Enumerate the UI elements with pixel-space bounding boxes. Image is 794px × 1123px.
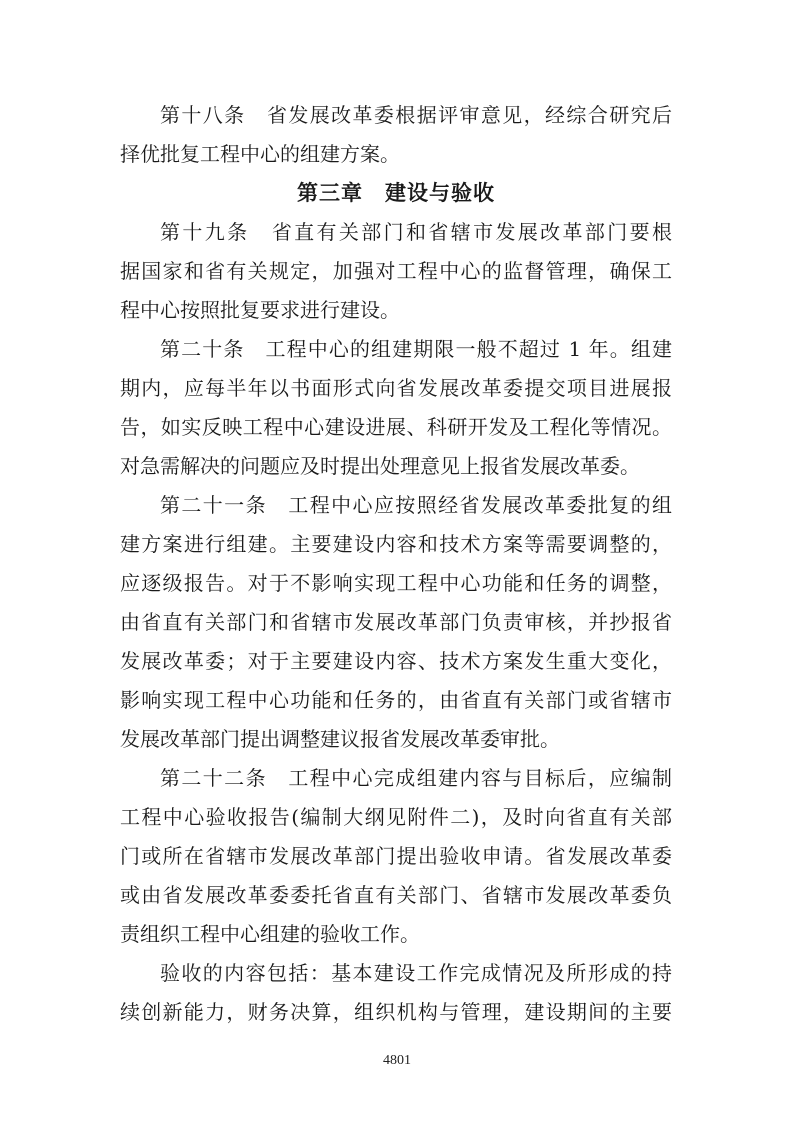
text-line: 程中心按照批复要求进行建设。 [120, 298, 400, 322]
text-line: 影响实现工程中心功能和任务的，由省直有关部门或省辖市 [120, 688, 672, 712]
text-line: 对急需解决的问题应及时提出处理意见上报省发展改革委。 [120, 454, 640, 478]
text-line: 第二十一条 工程中心应按照经省发展改革委批复的组 [160, 493, 672, 517]
text-line: 建方案进行组建。主要建设内容和技术方案等需要调整的， [120, 532, 672, 556]
text-line: 责组织工程中心组建的验收工作。 [120, 922, 420, 946]
page-number: 4801 [383, 1053, 411, 1068]
text-line: 由省直有关部门和省辖市发展改革部门负责审核，并抄报省 [120, 610, 672, 634]
text-line: 期内，应每半年以书面形式向省发展改革委提交项目进展报 [120, 376, 672, 400]
text-line: 第十八条 省发展改革委根据评审意见，经综合研究后 [160, 103, 672, 127]
text-line: 门或所在省辖市发展改革部门提出验收申请。省发展改革委 [120, 844, 672, 868]
text-line: 应逐级报告。对于不影响实现工程中心功能和任务的调整， [120, 571, 672, 595]
text-line: 续创新能力，财务决算，组织机构与管理，建设期间的主要 [120, 1000, 672, 1024]
text-line: 发展改革委；对于主要建设内容、技术方案发生重大变化， [120, 649, 672, 673]
text-line: 第二十条 工程中心的组建期限一般不超过 1 年。组建 [160, 337, 672, 361]
text-line: 验收的内容包括：基本建设工作完成情况及所形成的持 [160, 961, 672, 985]
text-line: 第十九条 省直有关部门和省辖市发展改革部门要根 [160, 220, 672, 244]
text-line: 第二十二条 工程中心完成组建内容与目标后，应编制 [160, 766, 672, 790]
chapter-heading: 第三章 建设与验收 [297, 181, 495, 205]
text-line: 告，如实反映工程中心建设进展、科研开发及工程化等情况。 [120, 415, 672, 439]
text-line: 或由省发展改革委委托省直有关部门、省辖市发展改革委负 [120, 883, 672, 907]
text-line: 据国家和省有关规定，加强对工程中心的监督管理，确保工 [120, 259, 672, 283]
text-line: 发展改革部门提出调整建议报省发展改革委审批。 [120, 727, 560, 751]
text-line: 工程中心验收报告(编制大纲见附件二)，及时向省直有关部 [120, 805, 672, 829]
text-line: 择优批复工程中心的组建方案。 [120, 142, 400, 166]
document-body [120, 96, 672, 1032]
